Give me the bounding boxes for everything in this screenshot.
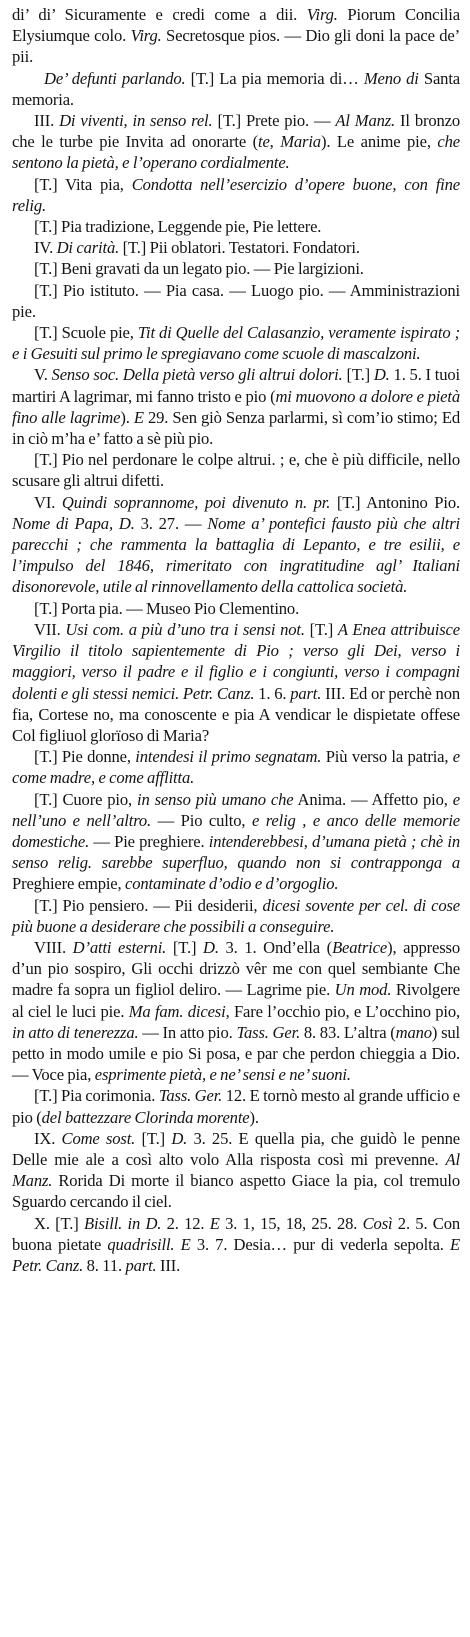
paragraph-15: [T.] Pie donne, intendesi il primo segnatam. Più verso la patria, e come madre, e come afflitta.	[12, 747, 461, 788]
paragraph-16: [T.] Cuore pio, in senso più umano che Anima. — Affetto pio, e nell’uno e nell’altro. — Pio culto, e relig , e anco delle memorie domestiche. — Pie preghiere. intenderebbesi, d’umana pietà ; chè in senso relig. sarebbe superfluo, quando non si contrapponga a Preghiere empie, contaminate d’odio e d’orgoglio.	[12, 789, 460, 894]
paragraph-20: IX. Come sost. [T.] D. 3. 25. E quella pia, che guidò le penne Delle mie ale a così alto volo Alla risposta così mi prevenne. Al Manz. Rorida Di morte il bianco aspetto Giace la pia, col tremulo Sguardo cercando il ciel.	[12, 1128, 460, 1212]
paragraph-4: [T.] Vita pia, Condotta nell’esercizio d’opere buone, con fine relig.	[12, 174, 460, 215]
paragraph-12: VI. Quindi soprannome, poi divenuto n. pr. [T.] Antonino Pio. Nome di Papa, D. 3. 27. — Nome a’ pontefici fausto più che altri parecchi ; che rammenta la battaglia di Lepanto, e tre esilii, e l’impulso del 1846, rimeritato con ingratitudine agl’ Italiani disonorevole, utile al rinnovellamento della cattolica società.	[12, 492, 460, 597]
paragraph-5: [T.] Pia tradizione, Leggende pie, Pie lettere.	[34, 217, 322, 237]
paragraph-11: [T.] Pio nel perdonare le colpe altrui. ; e, che è più difficile, nello scusare gli altrui difetti.	[12, 450, 460, 491]
paragraph-10: V. Senso soc. Della pietà verso gli altrui dolori. [T.] D. 1. 5. I tuoi martiri A lagrimar, mi fanno tristo e pio (mi muovono a dolore e pietà fino alle lagrime). E 29. Sen giò Senza parlarmi, sì com’io stimo; Ed in ciò m’ha e’ fatto a sè più pio.	[12, 365, 460, 449]
paragraph-21: X. [T.] Bisill. in D. 2. 12. E 3. 1, 15, 18, 25. 28. Così 2. 5. Con buona pietate quadrisill. E 3. 7. Desia… pur di vederla sepolta. E Petr. Canz. 8. 11. part. III.	[12, 1213, 460, 1275]
paragraph-18: VIII. D’atti esterni. [T.] D. 3. 1. Ond’ella (Beatrice), appresso d’un pio sospiro, Gli occhi drizzò vêr me con quel sembiante Che madre fa sopra un figliol deliro. — Lagrime pie. Un mod. Rivolgere al ciel le luci pie. Ma fam. dicesi, Fare l’occhio pio, e L’occhino pio, in atto di tenerezza. — In atto pio. Tass. Ger. 8. 83. L’altra (mano) sul petto in modo umile e pio Si posa, e par che perdon chieggia a Dio. — Voce pia, esprimente pietà, e ne’ sensi e ne’ suoni.	[12, 937, 460, 1085]
paragraph-14: VII. Usi com. a più d’uno tra i sensi not. [T.] A Enea attribuisce Virgilio il titolo sapientemente di Pio ; verso gli Dei, verso i maggiori, verso il padre e il figlio e i congiunti, verso i compagni dolenti e gli stessi nemici. Petr. Canz. 1. 6. part. III. Ed or perchè non fia, Cortese no, ma conoscente e pia A vendicar le dispietate offese Col figliuol glorïoso di Maria?	[12, 619, 460, 745]
paragraph-13: [T.] Porta pia. — Museo Pio Clementino.	[34, 598, 300, 618]
paragraph-9: [T.] Scuole pie, Tit di Quelle del Calasanzio, veramente ispirato ; e i Gesuiti sul primo le spregiavano come scuole di mascalzoni.	[12, 323, 460, 364]
paragraph-6: IV. Di carità. [T.] Pii oblatori. Testatori. Fondatori.	[34, 238, 360, 258]
paragraph-1: di’ di’ Sicuramente e credi come a dii. Virg. Piorum Concilia Elysiumque colo. Virg. Secretosque pios. — Dio gli doni la pace de’ pii.	[12, 5, 460, 67]
paragraph-7: [T.] Beni gravati da un legato pio. — Pie largizioni.	[34, 259, 364, 279]
paragraph-8: [T.] Pio istituto. — Pia casa. — Luogo pio. — Amministrazioni pie.	[12, 280, 460, 321]
paragraph-3: III. Di viventi, in senso rel. [T.] Prete pio. — Al Manz. Il bronzo che le turbe pie Invita ad onorarte (te, Maria). Le anime pie, che sentono la pietà, e l’operano cordialmente.	[12, 111, 461, 173]
paragraph-19: [T.] Pia corimonia. Tass. Ger. 12. E tornò mesto al grande ufficio e pio (del battezzare Clorinda morente).	[12, 1086, 460, 1127]
paragraph-2: De’ defunti parlando. [T.] La pia memoria di… Meno di Santa memoria.	[12, 68, 460, 109]
paragraph-17: [T.] Pio pensiero. — Pii desiderii, dicesi sovente per cel. di cose più buone a desiderare che possibili a conseguire.	[12, 895, 460, 936]
